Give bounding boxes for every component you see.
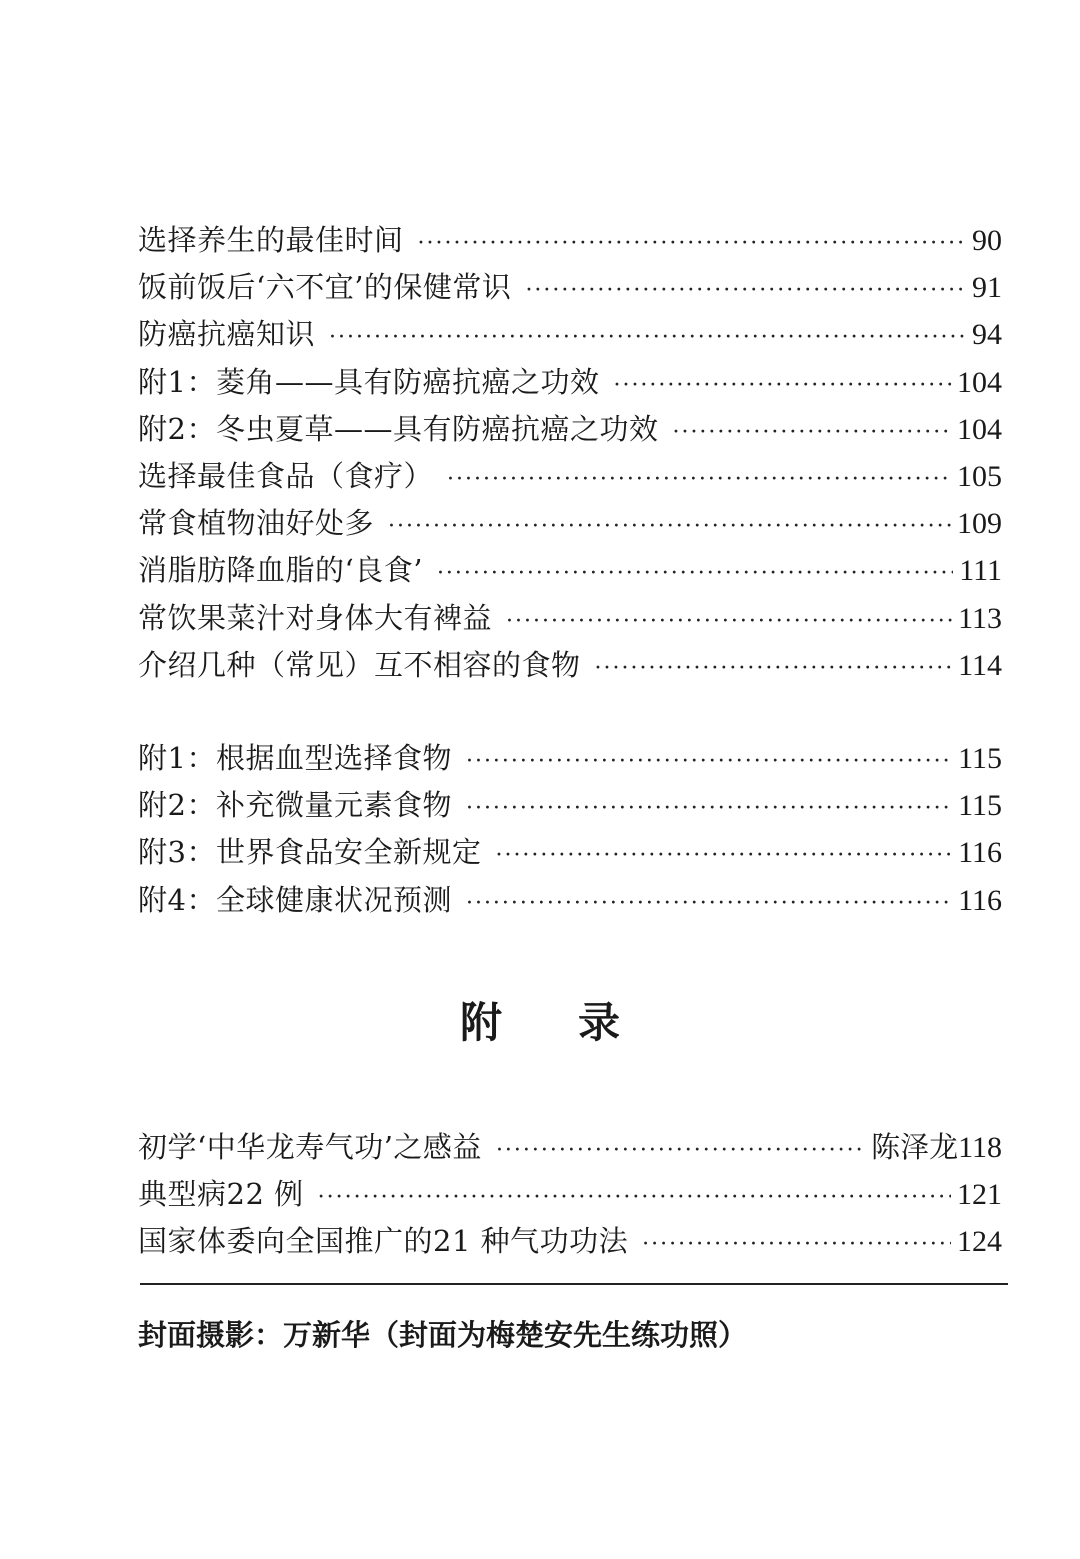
toc-entry	[138, 783, 1002, 830]
toc-entry-page: 114	[958, 648, 1002, 682]
toc-section-appendix	[138, 1125, 1002, 1267]
toc-entry-title: 附1：菱角——具有防癌抗癌之功效	[138, 364, 600, 399]
toc-entry	[138, 548, 1002, 595]
dot-leader	[418, 231, 966, 256]
dot-leader	[329, 325, 966, 350]
dot-leader	[447, 467, 951, 492]
toc-entry-page: 109	[957, 507, 1002, 541]
toc-entry	[138, 218, 1002, 265]
dot-leader	[525, 278, 966, 303]
toc-entry-title: 附3：世界食品安全新规定	[138, 835, 482, 870]
toc-entry-title: 附2：冬虫夏草——具有防癌抗癌之功效	[138, 411, 659, 446]
toc-entry	[138, 312, 1002, 359]
dot-leader	[642, 1232, 951, 1257]
toc-entry-title: 防癌抗癌知识	[138, 317, 316, 352]
toc-entry	[138, 360, 1002, 407]
dot-leader	[495, 843, 952, 868]
toc-entry-page: 115	[958, 742, 1002, 775]
toc-entry-page: 113	[958, 601, 1002, 635]
appendix-heading	[0, 990, 1080, 1050]
toc-entry	[138, 454, 1002, 501]
toc-entry-title: 典型病22 例	[138, 1177, 304, 1212]
toc-section-main	[138, 218, 1002, 690]
toc-entry	[138, 596, 1002, 643]
toc-entry-page: 104	[957, 412, 1002, 446]
toc-entry-title: 选择养生的最佳时间	[138, 223, 404, 257]
toc-entry-page: 116	[958, 836, 1002, 870]
toc-entry-title: 常饮果菜汁对身体大有裨益	[138, 600, 493, 635]
toc-entry	[138, 643, 1002, 690]
dot-leader	[496, 1138, 865, 1163]
toc-entry-title: 选择最佳食品（食疗）	[138, 458, 434, 493]
toc-entry	[138, 1219, 1002, 1266]
dot-leader	[506, 609, 952, 634]
toc-entry-page: 94	[972, 318, 1002, 352]
dot-leader	[437, 561, 953, 586]
toc-entry	[138, 878, 1002, 925]
dot-leader	[672, 420, 951, 445]
dot-leader	[388, 514, 951, 539]
toc-entry-title: 常食植物油好处多	[138, 506, 375, 541]
dot-leader	[466, 749, 952, 774]
toc-entry-page: 124	[957, 1225, 1002, 1259]
toc-section-attachments	[138, 736, 1002, 925]
toc-entry-page: 91	[972, 271, 1002, 305]
dot-leader	[466, 891, 952, 916]
toc-entry-page: 121	[957, 1178, 1002, 1212]
toc-entry	[138, 1172, 1002, 1219]
toc-entry	[138, 736, 1002, 783]
toc-entry	[138, 830, 1002, 877]
dot-leader	[318, 1185, 951, 1210]
toc-entry-page: 118	[958, 1131, 1002, 1164]
toc-entry-page: 111	[959, 554, 1002, 588]
toc-entry-title: 附1：根据血型选择食物	[138, 741, 452, 775]
dot-leader	[466, 796, 952, 821]
toc-entry	[138, 407, 1002, 454]
dot-leader	[613, 373, 951, 398]
cover-photo-credit: 封面摄影：万新华（封面为梅楚安先生练功照）	[138, 1318, 748, 1352]
toc-entry-page: 90	[972, 224, 1002, 257]
toc-entry	[138, 501, 1002, 548]
toc-entry-page: 105	[957, 459, 1002, 493]
toc-entry-title: 附2：补充微量元素食物	[138, 788, 452, 823]
toc-entry-title: 国家体委向全国推广的21 种气功功法	[138, 1224, 629, 1259]
toc-entry-title: 饭前饭后‘六不宜’的保健常识	[138, 270, 512, 305]
divider-rule	[140, 1283, 1008, 1285]
toc-entry-title: 消脂肪降血脂的‘良食’	[138, 553, 423, 588]
toc-entry-author: 陈泽龙	[871, 1130, 959, 1164]
appendix-heading-char: 录	[578, 998, 621, 1047]
toc-entry-title: 介绍几种（常见）互不相容的食物	[138, 647, 581, 682]
toc-entry	[138, 265, 1002, 312]
toc-entry-page: 116	[958, 883, 1002, 917]
dot-leader	[595, 656, 953, 681]
toc-entry-title: 初学‘中华龙寿气功’之感益	[138, 1130, 482, 1164]
appendix-heading-char: 附	[459, 998, 502, 1047]
toc-entry	[138, 1125, 1002, 1172]
toc-entry-page: 104	[957, 365, 1002, 399]
toc-entry-page: 115	[958, 789, 1002, 823]
toc-entry-title: 附4：全球健康状况预测	[138, 882, 452, 917]
